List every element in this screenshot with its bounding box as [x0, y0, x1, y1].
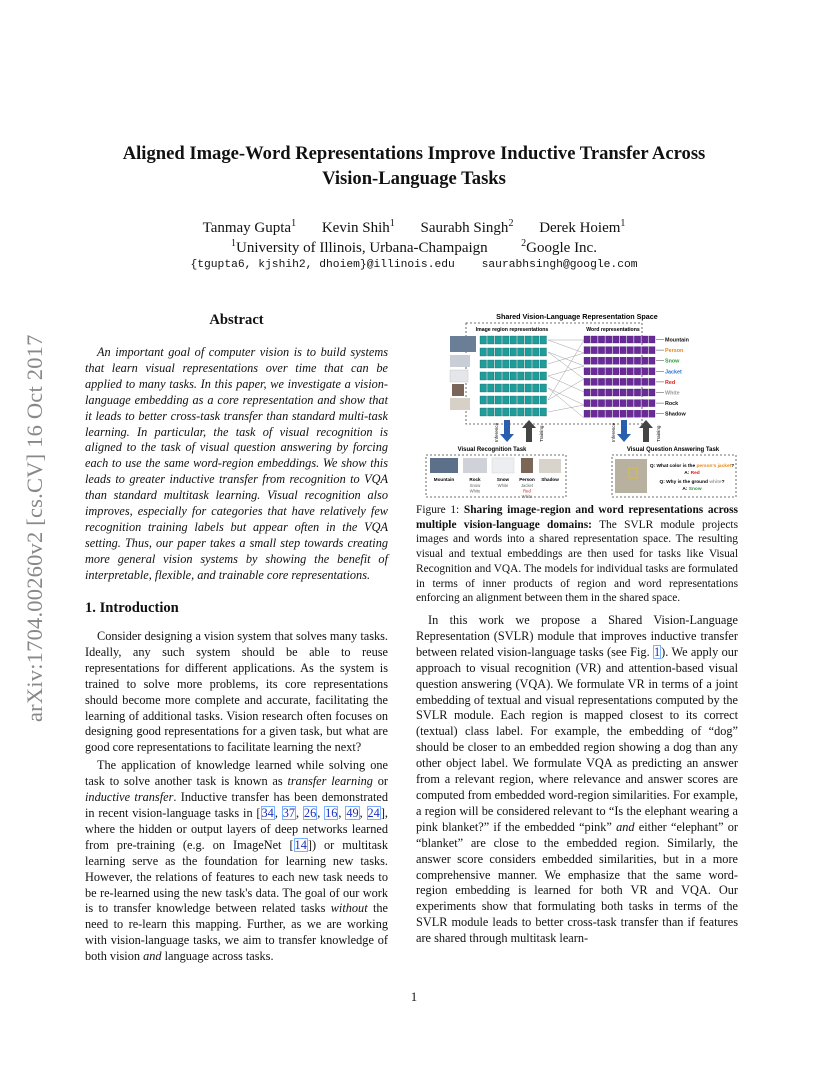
region-vector-cell	[540, 396, 547, 404]
author: Derek Hoiem$^1$	[539, 218, 626, 236]
author-list	[60, 218, 768, 238]
caption-bold: Sharing image-region and word representations across multiple vision-language domains:	[416, 504, 738, 531]
citation-link[interactable]: 37	[282, 805, 296, 820]
word-vector-cell	[598, 347, 604, 354]
arrow-label-training: Training	[656, 425, 661, 442]
vr-sublabel: White	[497, 483, 509, 488]
author: Tanmay Gupta$^1$	[202, 218, 297, 236]
inference-arrow-icon	[617, 420, 631, 442]
citation-link[interactable]: 26	[303, 805, 317, 820]
region-vector-cell	[525, 408, 532, 416]
region-vector-cell	[495, 396, 502, 404]
vr-image-snow	[492, 458, 514, 473]
region-vector-cell	[510, 372, 517, 380]
region-vector-cell	[495, 384, 502, 392]
region-vector-cell	[480, 384, 487, 392]
word-vector-cell	[627, 400, 633, 407]
region-vector-cell	[533, 396, 540, 404]
region-vector-cell	[488, 348, 495, 356]
vqa-image	[615, 459, 647, 493]
caption-text: The SVLR module projects images and words into a shared representation space. The resulting visual and textual embeddings are then used for tasks like Visual Recognition and VQA. The models for individual tasks are formulated in terms of inner products of region and word representations enforcing an alignment between them in the shared space.	[416, 518, 738, 605]
region-vector-cell	[510, 384, 517, 392]
word-vector-cell	[627, 336, 633, 343]
vr-label: Mountain	[433, 477, 455, 482]
region-vector-cell	[540, 348, 547, 356]
word-vector-cell	[634, 357, 640, 364]
affiliation: $^1$University of Illinois, Urbana-Champaign	[231, 238, 488, 256]
word-vector-cell	[642, 357, 648, 364]
region-vector-cell	[503, 336, 510, 344]
word-labels	[656, 338, 689, 418]
vr-sublabel: Snow	[469, 483, 481, 488]
vr-sublabel: White	[521, 493, 533, 499]
word-vector-cell	[642, 368, 648, 375]
vr-label: Snow	[496, 477, 510, 482]
vr-labels	[434, 477, 559, 499]
region-vector-cell	[480, 360, 487, 368]
word-vector-cell	[627, 378, 633, 385]
word-vector-cell	[598, 389, 604, 396]
word-vector-cell	[584, 357, 590, 364]
word-vector-cell	[606, 357, 612, 364]
author: Kevin Shih$^1$	[321, 218, 395, 236]
image-thumbnail	[450, 336, 476, 352]
region-vector-cell	[503, 384, 510, 392]
citation-link[interactable]: 16	[325, 805, 338, 820]
region-vector-cell	[495, 336, 502, 344]
author-block	[60, 218, 768, 258]
region-vector-cell	[540, 336, 547, 344]
region-vector-cell	[480, 348, 487, 356]
vr-sublabel: White	[469, 488, 481, 494]
region-vector-cell	[488, 384, 495, 392]
vr-image-rock	[463, 458, 487, 473]
word-vector-cell	[591, 347, 597, 354]
region-vector-cell	[533, 384, 540, 392]
word-vector-cell	[649, 336, 655, 343]
word-vector-cell	[613, 357, 619, 364]
word-vector-cell	[634, 378, 640, 385]
word-vector-cell	[584, 389, 590, 396]
citation-link[interactable]: 24	[367, 805, 380, 820]
word-vectors	[584, 336, 655, 417]
word-vector-cell	[649, 389, 655, 396]
word-vector-cell	[649, 368, 655, 375]
image-thumbnail	[452, 384, 464, 396]
vqa-question-2: Q: Why is the ground white?	[659, 480, 725, 485]
paper-title	[60, 141, 768, 191]
word-vector-cell	[620, 368, 626, 375]
vqa-task-title: Visual Question Answering Task	[626, 447, 720, 453]
region-vector-cell	[533, 372, 540, 380]
word-vector-cell	[634, 336, 640, 343]
image-column-label: Image region representations	[475, 327, 549, 333]
arrow-label-inference: Inference	[494, 422, 499, 442]
word-vector-cell	[591, 336, 597, 343]
region-vector-cell	[518, 396, 525, 404]
word-vector-cell	[606, 336, 612, 343]
word-vector-cell	[620, 389, 626, 396]
region-vector-cell	[503, 396, 510, 404]
vr-image-mountain	[430, 458, 458, 473]
word-vector-cell	[598, 336, 604, 343]
figure-ref-link[interactable]: 1	[654, 644, 661, 659]
region-vector-cell	[510, 408, 517, 416]
region-vector-cell	[540, 384, 547, 392]
region-vector-cell	[525, 372, 532, 380]
intro-text	[85, 629, 388, 967]
email-list	[60, 259, 768, 271]
region-vector-cell	[480, 336, 487, 344]
region-vector-cell	[480, 408, 487, 416]
vr-image-shadow	[539, 459, 561, 473]
word-vector-cell	[598, 410, 604, 417]
image-thumbnail	[450, 398, 470, 410]
word-label: Mountain	[665, 337, 689, 344]
region-vector-cell	[480, 396, 487, 404]
word-vector-cell	[584, 410, 590, 417]
region-vector-cell	[510, 360, 517, 368]
word-vector-cell	[642, 347, 648, 354]
vqa-answer-2: A: Snow	[682, 487, 702, 492]
region-vector-cell	[518, 336, 525, 344]
training-arrow-icon	[639, 420, 653, 442]
region-vector-cell	[518, 372, 525, 380]
title-line-2: Vision-Language Tasks	[322, 168, 506, 189]
region-vector-cell	[488, 372, 495, 380]
arxiv-stamp: arXiv:1704.00260v2 [cs.CV] 16 Oct 2017	[22, 334, 47, 722]
word-label: Person	[665, 348, 684, 355]
word-vector-cell	[584, 347, 590, 354]
word-vector-cell	[649, 410, 655, 417]
word-vector-cell	[598, 368, 604, 375]
word-vector-cell	[606, 347, 612, 354]
word-vector-cell	[620, 347, 626, 354]
training-arrow-icon	[522, 420, 536, 442]
intro-paragraph-1: Consider designing a vision system that solves many tasks. Ideally, any such system should be able to reuse representations for different applications. As the system is trained to solve more problems, its core representations should become more complete and accurate, facilitating the learning of additional tasks. Vision research often focuses on designing good representations for a given task, but what are good core representations to facilitate learning the next?	[85, 629, 388, 755]
author: Saurabh Singh$^2$	[420, 218, 514, 236]
word-vector-cell	[613, 336, 619, 343]
word-vector-cell	[620, 400, 626, 407]
word-vector-cell	[620, 357, 626, 364]
caption-label: Figure 1:	[416, 504, 460, 516]
vr-label: Rock	[469, 477, 481, 482]
title-line-1: Aligned Image-Word Representations Improve Inductive Transfer Across	[122, 143, 706, 164]
word-vector-cell	[627, 347, 633, 354]
figure-1-caption	[416, 503, 738, 606]
region-vector-cell	[495, 372, 502, 380]
region-vector-cell	[503, 360, 510, 368]
word-vector-cell	[591, 389, 597, 396]
region-vector-cell	[533, 336, 540, 344]
arrow-label-training: Training	[539, 425, 544, 442]
word-vector-cell	[620, 410, 626, 417]
figure-title: Shared Vision-Language Representation Space	[496, 312, 658, 321]
region-vector-cell	[495, 360, 502, 368]
email: {tgupta6, kjshih2, dhoiem}@illinois.edu	[190, 259, 455, 271]
word-vector-cell	[634, 410, 640, 417]
arrow-label-inference: Inference	[611, 422, 616, 442]
word-vector-cell	[634, 347, 640, 354]
intro-heading: 1. Introduction	[85, 600, 179, 616]
vqa-question-1: Q: What color is the person's jacket?	[649, 464, 735, 469]
word-vector-cell	[642, 389, 648, 396]
vr-label: Person	[519, 477, 535, 482]
word-vector-cell	[634, 368, 640, 375]
word-vector-cell	[584, 400, 590, 407]
word-vector-cell	[649, 378, 655, 385]
word-vector-cell	[613, 347, 619, 354]
word-vector-cell	[627, 357, 633, 364]
word-vector-cell	[598, 357, 604, 364]
alignment-lines	[548, 340, 584, 418]
region-vector-cell	[518, 348, 525, 356]
region-vector-cell	[525, 396, 532, 404]
word-vector-cell	[613, 378, 619, 385]
region-vector-cell	[495, 408, 502, 416]
word-label: Snow	[665, 358, 680, 365]
region-vector-cell	[480, 372, 487, 380]
word-vector-cell	[613, 389, 619, 396]
word-vector-cell	[649, 400, 655, 407]
citation-link[interactable]: 14	[294, 837, 307, 852]
word-vector-cell	[613, 410, 619, 417]
body-paragraph: In this work we propose a Shared Vision-Language Representation (SVLR) module that improves inductive transfer between related vision-language tasks (see Fig. 1). We apply our approach to visual recognition (VR) and attention-based visual question answering (VQA). We formulate VR in terms of a joint embedding of textual and visual representations computed by the SVLR module. Each region is mapped closest to its correct (textual) class label. For example, the embedding of “dog” should be closer to an embedded region showing a dog than any other object label. We formulate VQA as predicting an answer from a relevant region, where relevance and answer scores are computed from embedded word-region similarities. For example, a region will be considered relevant to “Is the elephant wearing a pink blanket?” if the embedded “pink” and either “elephant” or “blanket” are close to the embedded region. Similarly, the answer score considers embedded similarities, but in a more comprehensive manner. We emphasize that the same word-region embedding is learned for both VR and VQA. Our experiments show that formulating both tasks in terms of the SVLR module leads to better cross-task transfer than if features are shared through multitask learn-	[416, 613, 739, 946]
region-vector-cell	[540, 360, 547, 368]
word-label: Shadow	[665, 411, 686, 418]
region-vector-cell	[533, 348, 540, 356]
region-vector-cell	[510, 396, 517, 404]
figure-1	[416, 308, 738, 500]
region-vector-cell	[510, 336, 517, 344]
word-vector-cell	[606, 368, 612, 375]
page-number: 1	[410, 990, 418, 1004]
image-thumbnail	[450, 370, 468, 382]
region-vector-cell	[525, 336, 532, 344]
region-vector-cell	[533, 360, 540, 368]
word-vector-cell	[591, 357, 597, 364]
region-vector-cell	[540, 408, 547, 416]
word-vector-cell	[627, 389, 633, 396]
word-vector-cell	[584, 336, 590, 343]
word-vector-cell	[642, 378, 648, 385]
vr-sublabel: Jacket	[520, 483, 534, 488]
region-vector-cell	[495, 348, 502, 356]
word-vector-cell	[620, 378, 626, 385]
word-vector-cell	[634, 389, 640, 396]
region-vector-cell	[488, 396, 495, 404]
email: saurabhsingh@google.com	[481, 259, 638, 271]
region-vector-cell	[525, 360, 532, 368]
region-vector-cell	[518, 408, 525, 416]
vr-task-title: Visual Recognition Task	[457, 447, 527, 453]
region-vector-cell	[503, 408, 510, 416]
abstract-text: An important goal of computer vision is to build systems that learn visual representations over time that can be applied to many tasks. In this paper, we investigate a vision-language embedding as a core representation and show that it leads to better cross-task transfer than standard multi-task learning. In particular, the task of visual recognition is aligned to the task of visual question answering by forcing each to use the same word-region embeddings. We show this leads to greater inductive transfer from recognition to VQA than standard multitask learning. Visual recognition also improves, especially for categories that have relatively few recognition training labels but appear often in the VQA setting. Thus, our paper takes a small step towards creating more general vision systems by showing the benefit of interpretable, flexible, and trainable core representations.	[85, 345, 388, 582]
word-vector-cell	[591, 410, 597, 417]
word-vector-cell	[649, 347, 655, 354]
word-vector-cell	[642, 410, 648, 417]
region-vectors	[480, 336, 547, 416]
word-vector-cell	[613, 400, 619, 407]
vr-image-person	[521, 458, 533, 473]
affiliation-list	[60, 238, 768, 258]
word-vector-cell	[606, 410, 612, 417]
word-label: White	[665, 390, 680, 397]
inference-arrow-icon	[500, 420, 514, 442]
citation-link[interactable]: 49	[346, 805, 359, 820]
image-thumbnail	[450, 355, 470, 367]
region-vector-cell	[540, 372, 547, 380]
word-label: Rock	[665, 401, 679, 408]
region-vector-cell	[533, 408, 540, 416]
region-vector-cell	[503, 372, 510, 380]
word-vector-cell	[591, 378, 597, 385]
region-vector-cell	[518, 360, 525, 368]
word-vector-cell	[584, 368, 590, 375]
region-vector-cell	[510, 348, 517, 356]
word-label: Red	[665, 379, 676, 386]
word-vector-cell	[584, 378, 590, 385]
word-vector-cell	[642, 400, 648, 407]
word-vector-cell	[598, 378, 604, 385]
word-vector-cell	[642, 336, 648, 343]
figure-1-diagram	[416, 308, 738, 500]
abstract-heading: Abstract	[209, 312, 264, 328]
region-vector-cell	[525, 384, 532, 392]
region-vector-cell	[488, 336, 495, 344]
word-column-label: Word representations	[586, 327, 640, 333]
word-vector-cell	[627, 368, 633, 375]
citation-link[interactable]: 34	[261, 805, 274, 820]
vr-label: Shadow	[541, 477, 559, 482]
region-vector-cell	[518, 384, 525, 392]
word-vector-cell	[613, 368, 619, 375]
word-vector-cell	[606, 400, 612, 407]
region-vector-cell	[525, 348, 532, 356]
region-vector-cell	[488, 408, 495, 416]
affiliation: $^2$Google Inc.	[521, 238, 597, 256]
word-vector-cell	[606, 389, 612, 396]
word-vector-cell	[591, 400, 597, 407]
inference-training-arrows	[494, 420, 661, 442]
word-vector-cell	[606, 378, 612, 385]
intro-paragraph-2: The application of knowledge learned while solving one task to solve another task is known as transfer learning or inductive transfer. Inductive transfer has been demonstrated in recent vision-language tasks in [34, 37, 26, 16, 49, 24], where the hidden or output layers of deep networks learned from pre-training (e.g. on ImageNet [14]) or multitask learning serve as the foundation for learning new tasks. However, the relations of features to each new task needs to be re-learned using the new task's data. The goal of our work is to transfer knowledge between related tasks without the need to re-learn this mapping. Further, as we are working with vision-language tasks, we aim to transfer knowledge of both vision and language across tasks.	[85, 758, 388, 964]
vr-sublabel: Red	[523, 488, 531, 494]
word-vector-cell	[627, 410, 633, 417]
vqa-answer-1: A: Red	[684, 471, 700, 476]
word-vector-cell	[634, 400, 640, 407]
region-vector-cell	[503, 348, 510, 356]
word-vector-cell	[620, 336, 626, 343]
word-vector-cell	[598, 400, 604, 407]
right-column-body	[416, 613, 738, 947]
word-vector-cell	[649, 357, 655, 364]
region-vector-cell	[488, 360, 495, 368]
word-vector-cell	[591, 368, 597, 375]
word-label: Jacket	[665, 369, 682, 376]
